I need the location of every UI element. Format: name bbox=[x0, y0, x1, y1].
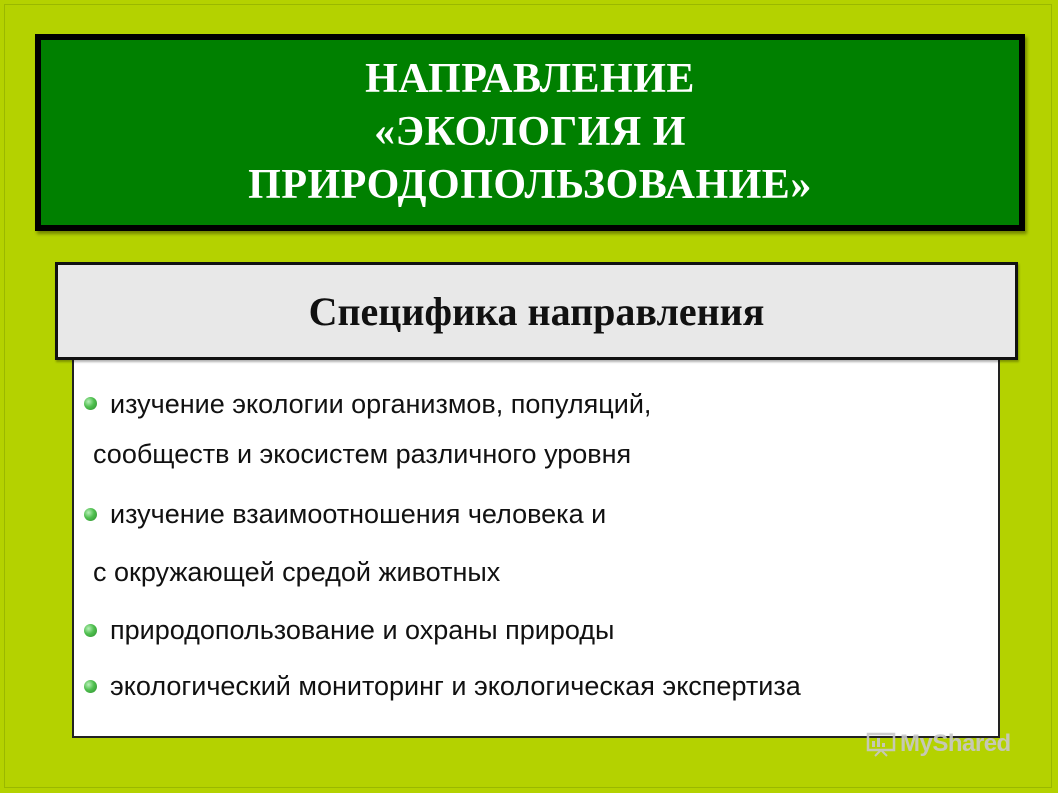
subtitle-text: Специфика направления bbox=[308, 288, 765, 334]
subtitle-banner bbox=[55, 262, 1018, 360]
list-item-3: природопользование и охраны природы bbox=[110, 615, 615, 645]
list-item-1-line-1: изучение экологии организмов, популяций, bbox=[110, 389, 652, 419]
watermark-text: MyShared bbox=[900, 730, 1011, 757]
title-line-2: «ЭКОЛОГИЯ И bbox=[374, 109, 686, 155]
list-item-1-line-2: сообществ и экосистем различного уровня bbox=[93, 439, 632, 469]
watermark-logo bbox=[866, 730, 1011, 758]
bullet-icon bbox=[84, 624, 97, 637]
bullet-icon bbox=[84, 680, 97, 693]
list-item-4: экологический мониторинг и экологическая экспертиза bbox=[110, 671, 801, 701]
list-item-2-line-1: изучение взаимоотношения человека и bbox=[110, 499, 607, 529]
list-item-2-line-2: с окружающей средой животных bbox=[93, 557, 501, 587]
title-line-1: НАПРАВЛЕНИЕ bbox=[365, 56, 695, 102]
title-line-3: ПРИРОДОПОЛЬЗОВАНИЕ» bbox=[248, 162, 812, 208]
bullet-icon bbox=[84, 397, 97, 410]
title-banner bbox=[35, 34, 1025, 231]
presentation-board-icon bbox=[866, 731, 896, 757]
bullet-icon bbox=[84, 508, 97, 521]
